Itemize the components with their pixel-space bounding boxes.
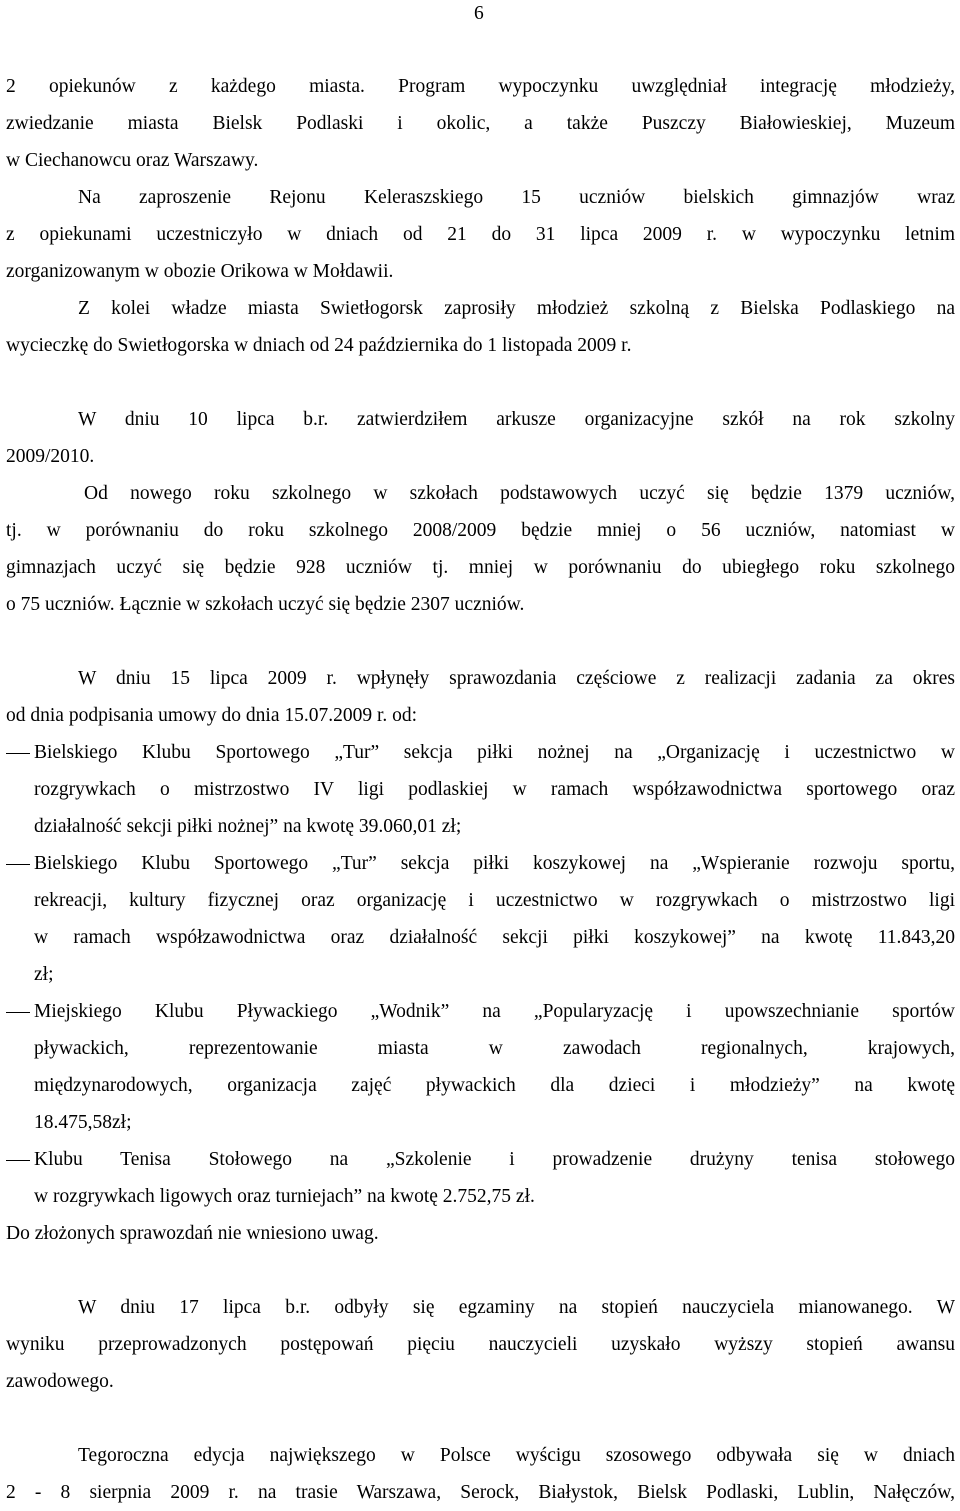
text-line: 2009/2010. <box>6 446 95 467</box>
list-item-first-line <box>6 734 955 771</box>
dash-bullet-icon <box>6 734 30 771</box>
text-line: Bielskiego Klubu Sportowego „Tur” sekcja piłki nożnej na „Organizację i uczestnictwo w <box>34 742 955 763</box>
text-line: Od nowego roku szkolnego w szkołach podstawowych uczyć się będzie 1379 uczniów, <box>84 483 955 504</box>
text-line: rozgrywkach o mistrzostwo IV ligi podlaskiej w ramach współzawodnictwa sportowego oraz <box>34 779 955 800</box>
text-line: W dniu 15 lipca 2009 r. wpłynęły sprawozdania częściowe z realizacji zadania za okres <box>78 668 955 689</box>
list-item-first-line <box>6 1141 955 1178</box>
text-line: wyniku przeprowadzonych postępowań pięciu nauczycieli uzyskało wyższy stopień awansu <box>6 1334 955 1355</box>
text-line: z opiekunami uczestniczyło w dniach od 21 do 31 lipca 2009 r. w wypoczynku letnim <box>6 224 955 245</box>
text-line: 2 - 8 sierpnia 2009 r. na trasie Warszawa, Serock, Białystok, Bielsk Podlaski, Lublin, Nałęczów, <box>6 1482 955 1503</box>
text-line: w Ciechanowcu oraz Warszawy. <box>6 150 259 171</box>
paragraph-gap <box>6 1252 955 1289</box>
text-line: tj. w porównaniu do roku szkolnego 2008/2009 będzie mniej o 56 uczniów, natomiast w <box>6 520 955 541</box>
paragraph-gap <box>6 1400 955 1437</box>
text-line: w rozgrywkach ligowych oraz turniejach” na kwotę 2.752,75 zł. <box>34 1186 535 1207</box>
text-line: zwiedzanie miasta Bielsk Podlaski i okolic, a także Puszczy Białowieskiej, Muzeum <box>6 113 955 134</box>
text-line: Klubu Tenisa Stołowego na „Szkolenie i prowadzenie drużyny tenisa stołowego <box>34 1149 955 1170</box>
text-line: Miejskiego Klubu Pływackiego „Wodnik” na „Popularyzację i upowszechnianie sportów <box>34 1001 955 1022</box>
text-line: międzynarodowych, organizacja zajęć pływackich dla dzieci i młodzieży” na kwotę <box>34 1075 955 1096</box>
text-line: zł; <box>34 964 54 985</box>
document-body <box>6 68 955 1511</box>
text-line: Z kolei władze miasta Swietłogorsk zaprosiły młodzież szkolną z Bielska Podlaskiego na <box>78 298 955 319</box>
page-number: 6 <box>474 3 484 24</box>
text-line: wycieczkę do Swietłogorska w dniach od 24 października do 1 listopada 2009 r. <box>6 335 632 356</box>
text-line: zorganizowanym w obozie Orikowa w Mołdawii. <box>6 261 394 282</box>
list-item-first-line <box>6 993 955 1030</box>
paragraph-gap <box>6 623 955 660</box>
text-line: Tegoroczna edycja największego w Polsce wyścigu szosowego odbywała się w dniach <box>78 1445 955 1466</box>
text-line: o 75 uczniów. Łącznie w szkołach uczyć się będzie 2307 uczniów. <box>6 594 525 615</box>
text-line: działalność sekcji piłki nożnej” na kwotę 39.060,01 zł; <box>34 816 462 837</box>
text-line: 2 opiekunów z każdego miasta. Program wypoczynku uwzględniał integrację młodzieży, <box>6 76 955 97</box>
text-line: 18.475,58zł; <box>34 1112 132 1133</box>
dash-bullet-icon <box>6 845 30 882</box>
text-line: od dnia podpisania umowy do dnia 15.07.2009 r. od: <box>6 705 418 726</box>
text-line: W dniu 10 lipca b.r. zatwierdziłem arkusze organizacyjne szkół na rok szkolny <box>78 409 955 430</box>
text-line: zawodowego. <box>6 1371 114 1392</box>
text-line: pływackich, reprezentowanie miasta w zawodach regionalnych, krajowych, <box>34 1038 955 1059</box>
paragraph-gap <box>6 364 955 401</box>
list-item-first-line <box>6 845 955 882</box>
dash-bullet-icon <box>6 1141 30 1178</box>
dash-bullet-icon <box>6 993 30 1030</box>
text-line: Bielskiego Klubu Sportowego „Tur” sekcja piłki koszykowej na „Wspieranie rozwoju sportu, <box>34 853 955 874</box>
text-line: Do złożonych sprawozdań nie wniesiono uwag. <box>6 1223 379 1244</box>
text-line: gimnazjach uczyć się będzie 928 uczniów tj. mniej w porównaniu do ubiegłego roku szkolnego <box>6 557 955 578</box>
text-line: rekreacji, kultury fizycznej oraz organizację i uczestnictwo w rozgrywkach o mistrzostwo ligi <box>34 890 955 911</box>
text-line: W dniu 17 lipca b.r. odbyły się egzaminy na stopień nauczyciela mianowanego. W <box>78 1297 955 1318</box>
text-line: Na zaproszenie Rejonu Keleraszskiego 15 uczniów bielskich gimnazjów wraz <box>78 187 955 208</box>
text-line: w ramach współzawodnictwa oraz działalność sekcji piłki koszykowej” na kwotę 11.843,20 <box>34 927 955 948</box>
